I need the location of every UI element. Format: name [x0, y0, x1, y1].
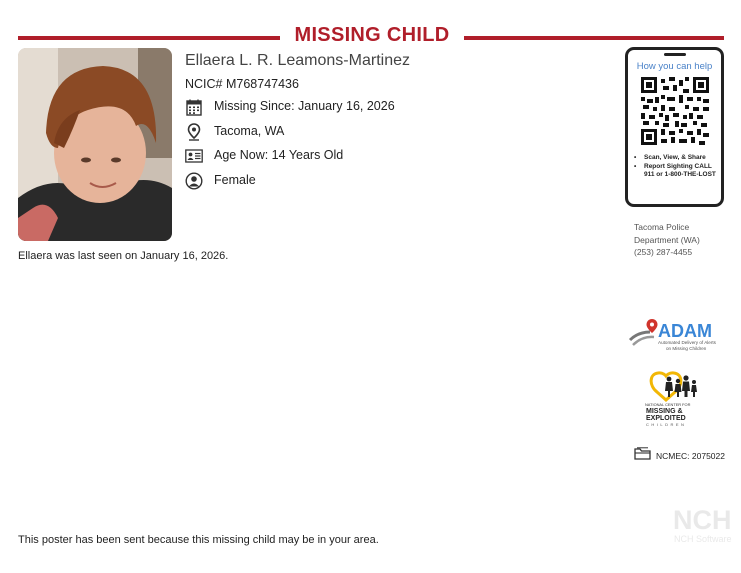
phone-speaker [664, 53, 686, 56]
adam-logo [628, 318, 720, 359]
location-text: Tacoma, WA [214, 124, 285, 138]
missing-since-text: Missing Since: January 16, 2026 [214, 99, 395, 113]
agency-phone[interactable]: (253) 287-4455 [634, 247, 693, 257]
location-row [185, 122, 285, 142]
ncmec-org-line1: NATIONAL CENTER FOR [645, 402, 691, 407]
qr-code-icon[interactable] [641, 77, 709, 150]
help-actions-list [632, 154, 720, 180]
ncmec-org-line2: MISSING & [646, 408, 683, 415]
ncmec-case-number [634, 447, 725, 465]
nch-watermark-logo: NCH [673, 505, 732, 535]
help-action-share: • Scan, View, & Share [632, 154, 720, 163]
header-rule-left [18, 36, 280, 40]
agency-name-line1: Tacoma Police [634, 222, 690, 232]
child-photo [18, 48, 172, 241]
footer-note: This poster has been sent because this missing child may be in your area. [18, 534, 379, 546]
location-pin-icon [185, 123, 203, 141]
adam-wordmark: ADAM [658, 321, 712, 341]
ncmec-org-line3: EXPLOITED [646, 415, 686, 422]
header-rule-right [464, 36, 724, 40]
agency-name-line2: Department (WA) [634, 234, 700, 245]
missing-since-row [185, 97, 395, 117]
sex-text: Female [214, 173, 256, 187]
nch-watermark-text: NCH Software [674, 534, 732, 544]
ncic-number: NCIC# M768747436 [185, 77, 299, 91]
child-name: Ellaera L. R. Leamons-Martinez [185, 52, 410, 69]
agency-contact [634, 221, 700, 259]
nch-watermark [672, 503, 732, 550]
sex-row [185, 171, 256, 191]
adam-tagline-1: Automated Delivery of Alerts [658, 340, 716, 345]
poster-title: MISSING CHILD [294, 24, 450, 46]
adam-tagline-2: on Missing Children [666, 346, 707, 351]
person-icon [185, 172, 203, 190]
ncmec-case-text: NCMEC: 2075022 [656, 451, 725, 461]
age-text: Age Now: 14 Years Old [214, 148, 344, 162]
calendar-icon [185, 98, 203, 116]
ncmec-logo [645, 370, 705, 435]
ncmec-org-line4: CHILDREN [646, 422, 687, 427]
help-action-report: • Report Sighting CALL 911 or 1-800-THE-LOST [632, 163, 720, 180]
last-seen-text: Ellaera was last seen on January 16, 2026. [18, 250, 229, 262]
help-title: How you can help [636, 61, 713, 72]
help-phone-panel [625, 47, 724, 207]
folder-icon [634, 447, 651, 465]
id-card-icon [185, 147, 203, 165]
age-row [185, 146, 344, 166]
